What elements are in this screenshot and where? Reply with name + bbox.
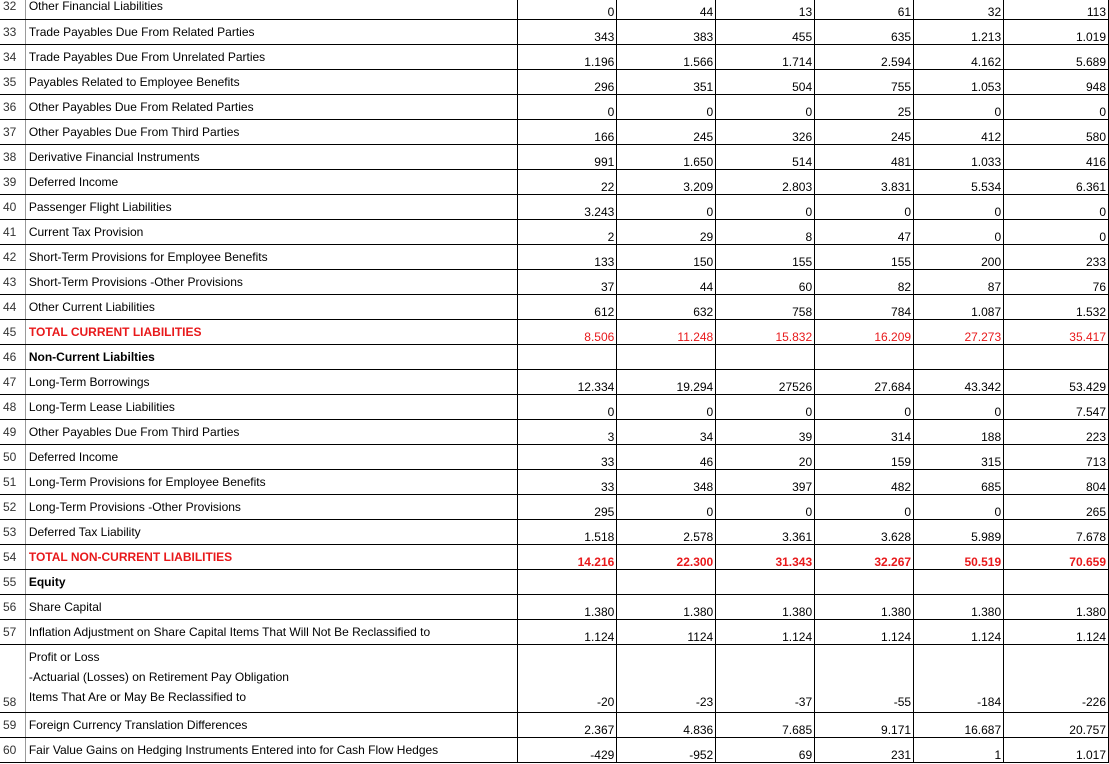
value-cell[interactable]: 33 bbox=[518, 444, 617, 469]
row-label-cell[interactable]: Derivative Financial Instruments bbox=[25, 144, 518, 169]
table-row bbox=[0, 94, 1109, 119]
row-label-cell[interactable]: Non-Current Liabilties bbox=[25, 344, 518, 369]
value-cell[interactable]: 0 bbox=[617, 94, 716, 119]
row-label-cell[interactable]: Deferred Income bbox=[25, 169, 518, 194]
table-row bbox=[0, 44, 1109, 69]
table-row bbox=[0, 469, 1109, 494]
value-cell[interactable]: 0 bbox=[518, 394, 617, 419]
value-cell[interactable]: 37 bbox=[518, 269, 617, 294]
value-cell[interactable]: 3.209 bbox=[617, 169, 716, 194]
value-cell[interactable]: 39 bbox=[716, 419, 815, 444]
value-cell[interactable]: 1.714 bbox=[716, 44, 815, 69]
row-number[interactable]: 35 bbox=[0, 69, 25, 94]
value-cell[interactable] bbox=[716, 569, 815, 594]
value-cell[interactable] bbox=[914, 344, 1004, 369]
value-cell[interactable]: 233 bbox=[1004, 244, 1109, 269]
value-cell[interactable]: 755 bbox=[815, 69, 914, 94]
row-label-cell[interactable]: TOTAL CURRENT LIABILITIES bbox=[25, 319, 518, 344]
row-label-cell[interactable]: Fair Value Gains on Hedging Instruments Entered into for Cash Flow Hedges bbox=[25, 737, 518, 762]
value-cell[interactable]: 1.196 bbox=[518, 44, 617, 69]
value-cell[interactable]: 758 bbox=[716, 294, 815, 319]
row-number[interactable]: 58 bbox=[0, 644, 25, 712]
value-cell[interactable]: 200 bbox=[914, 244, 1004, 269]
value-cell[interactable]: 326 bbox=[716, 119, 815, 144]
value-cell[interactable]: 25 bbox=[815, 94, 914, 119]
value-cell[interactable]: 1 bbox=[914, 737, 1004, 762]
value-cell[interactable]: 0 bbox=[518, 0, 617, 19]
row-label-cell[interactable]: Other Payables Due From Third Parties bbox=[25, 119, 518, 144]
value-cell[interactable]: 296 bbox=[518, 69, 617, 94]
row-label-cell[interactable]: Short-Term Provisions for Employee Benefits bbox=[25, 244, 518, 269]
value-cell[interactable]: 155 bbox=[716, 244, 815, 269]
value-cell[interactable]: 44 bbox=[617, 269, 716, 294]
value-cell[interactable]: 1.124 bbox=[716, 619, 815, 644]
row-label-cell[interactable]: Trade Payables Due From Unrelated Parties bbox=[25, 44, 518, 69]
value-cell[interactable]: 188 bbox=[914, 419, 1004, 444]
table-row bbox=[0, 519, 1109, 544]
value-cell[interactable]: 991 bbox=[518, 144, 617, 169]
value-cell[interactable]: 20 bbox=[716, 444, 815, 469]
value-cell[interactable]: -429 bbox=[518, 737, 617, 762]
row-number[interactable]: 33 bbox=[0, 19, 25, 44]
value-cell[interactable]: 69 bbox=[716, 737, 815, 762]
value-cell[interactable]: 0 bbox=[518, 94, 617, 119]
table-row bbox=[0, 594, 1109, 619]
value-cell[interactable]: 60 bbox=[716, 269, 815, 294]
value-cell[interactable]: 0 bbox=[716, 394, 815, 419]
value-cell[interactable]: 1.380 bbox=[1004, 594, 1109, 619]
value-cell[interactable]: 1124 bbox=[617, 619, 716, 644]
value-cell[interactable]: 44 bbox=[617, 0, 716, 19]
value-cell[interactable]: 514 bbox=[716, 144, 815, 169]
row-label-cell[interactable]: Equity bbox=[25, 569, 518, 594]
row-number[interactable]: 55 bbox=[0, 569, 25, 594]
value-cell[interactable]: 0 bbox=[1004, 94, 1109, 119]
value-cell[interactable]: 481 bbox=[815, 144, 914, 169]
value-cell[interactable]: 2 bbox=[518, 219, 617, 244]
value-cell[interactable]: 1.124 bbox=[815, 619, 914, 644]
row-label-line: -Actuarial (Losses) on Retirement Pay Obligation bbox=[28, 669, 289, 684]
value-cell[interactable]: 0 bbox=[914, 194, 1004, 219]
value-cell[interactable] bbox=[518, 344, 617, 369]
value-cell[interactable]: 416 bbox=[1004, 144, 1109, 169]
value-cell[interactable]: 150 bbox=[617, 244, 716, 269]
value-cell[interactable]: 14.216 bbox=[518, 544, 617, 569]
value-cell[interactable]: 1.087 bbox=[914, 294, 1004, 319]
value-cell[interactable]: 82 bbox=[815, 269, 914, 294]
value-cell[interactable]: 47 bbox=[815, 219, 914, 244]
value-cell[interactable]: 16.687 bbox=[914, 712, 1004, 737]
row-label-cell[interactable]: Deferred Income bbox=[25, 444, 518, 469]
value-cell[interactable]: -23 bbox=[617, 644, 716, 712]
value-cell[interactable]: 1.019 bbox=[1004, 19, 1109, 44]
value-cell[interactable]: 29 bbox=[617, 219, 716, 244]
value-cell[interactable] bbox=[617, 344, 716, 369]
table-row bbox=[0, 19, 1109, 44]
value-cell[interactable]: 16.209 bbox=[815, 319, 914, 344]
value-cell[interactable]: 245 bbox=[815, 119, 914, 144]
row-label-cell[interactable]: Inflation Adjustment on Share Capital Items That Will Not Be Reclassified to bbox=[25, 619, 518, 644]
value-cell[interactable]: 1.650 bbox=[617, 144, 716, 169]
value-cell[interactable]: 0 bbox=[716, 94, 815, 119]
value-cell[interactable]: 0 bbox=[914, 94, 1004, 119]
row-label-cell[interactable]: Deferred Tax Liability bbox=[25, 519, 518, 544]
value-cell[interactable]: 87 bbox=[914, 269, 1004, 294]
row-label-cell[interactable]: Short-Term Provisions -Other Provisions bbox=[25, 269, 518, 294]
value-cell[interactable]: 0 bbox=[617, 394, 716, 419]
value-cell[interactable]: 343 bbox=[518, 19, 617, 44]
value-cell[interactable]: 1.380 bbox=[914, 594, 1004, 619]
value-cell[interactable]: 713 bbox=[1004, 444, 1109, 469]
value-cell[interactable]: 1.017 bbox=[1004, 737, 1109, 762]
table-row bbox=[0, 244, 1109, 269]
row-number[interactable]: 40 bbox=[0, 194, 25, 219]
value-cell[interactable]: 314 bbox=[815, 419, 914, 444]
row-number[interactable]: 49 bbox=[0, 419, 25, 444]
value-cell[interactable]: 3.628 bbox=[815, 519, 914, 544]
row-label-cell[interactable]: Long-Term Provisions -Other Provisions bbox=[25, 494, 518, 519]
row-label-cell[interactable]: Long-Term Borrowings bbox=[25, 369, 518, 394]
value-cell[interactable]: 2.594 bbox=[815, 44, 914, 69]
value-cell[interactable]: 245 bbox=[617, 119, 716, 144]
value-cell[interactable]: 1.124 bbox=[518, 619, 617, 644]
row-number[interactable]: 60 bbox=[0, 737, 25, 762]
row-label-cell[interactable]: Current Tax Provision bbox=[25, 219, 518, 244]
value-cell[interactable]: 223 bbox=[1004, 419, 1109, 444]
table-row bbox=[0, 444, 1109, 469]
row-label-cell[interactable]: Other Payables Due From Related Parties bbox=[25, 94, 518, 119]
value-cell[interactable]: 3.831 bbox=[815, 169, 914, 194]
value-cell[interactable]: 8 bbox=[716, 219, 815, 244]
row-number[interactable]: 59 bbox=[0, 712, 25, 737]
row-label-cell[interactable]: Long-Term Lease Liabilities bbox=[25, 394, 518, 419]
value-cell[interactable]: 76 bbox=[1004, 269, 1109, 294]
value-cell[interactable] bbox=[1004, 569, 1109, 594]
table-row bbox=[0, 269, 1109, 294]
value-cell[interactable]: 0 bbox=[617, 194, 716, 219]
row-number[interactable]: 39 bbox=[0, 169, 25, 194]
row-number[interactable]: 53 bbox=[0, 519, 25, 544]
row-number[interactable]: 32 bbox=[0, 0, 25, 19]
table-row bbox=[0, 144, 1109, 169]
value-cell[interactable]: 0 bbox=[914, 394, 1004, 419]
table-row bbox=[0, 644, 1109, 712]
value-cell[interactable]: 2.367 bbox=[518, 712, 617, 737]
value-cell[interactable]: 34 bbox=[617, 419, 716, 444]
value-cell[interactable]: 133 bbox=[518, 244, 617, 269]
row-label-cell[interactable]: TOTAL NON-CURRENT LIABILITIES bbox=[25, 544, 518, 569]
value-cell[interactable]: 7.678 bbox=[1004, 519, 1109, 544]
value-cell[interactable]: 1.380 bbox=[518, 594, 617, 619]
value-cell[interactable]: 0 bbox=[815, 194, 914, 219]
table-row bbox=[0, 737, 1109, 762]
table-row bbox=[0, 569, 1109, 594]
value-cell[interactable]: 159 bbox=[815, 444, 914, 469]
row-label-cell[interactable]: Trade Payables Due From Related Parties bbox=[25, 19, 518, 44]
value-cell[interactable]: 1.532 bbox=[1004, 294, 1109, 319]
table-row bbox=[0, 194, 1109, 219]
value-cell[interactable]: -55 bbox=[815, 644, 914, 712]
table-row bbox=[0, 544, 1109, 569]
value-cell[interactable]: 685 bbox=[914, 469, 1004, 494]
value-cell[interactable]: 1.033 bbox=[914, 144, 1004, 169]
value-cell[interactable]: 0 bbox=[716, 194, 815, 219]
row-label-cell[interactable] bbox=[25, 644, 518, 712]
row-label-cell[interactable]: Other Payables Due From Third Parties bbox=[25, 419, 518, 444]
row-label-line: Profit or Loss bbox=[28, 649, 100, 664]
table-row bbox=[0, 712, 1109, 737]
value-cell[interactable]: 50.519 bbox=[914, 544, 1004, 569]
value-cell[interactable]: 1.566 bbox=[617, 44, 716, 69]
value-cell[interactable]: 5.689 bbox=[1004, 44, 1109, 69]
value-cell[interactable]: 20.757 bbox=[1004, 712, 1109, 737]
value-cell[interactable]: 22 bbox=[518, 169, 617, 194]
value-cell[interactable]: 43.342 bbox=[914, 369, 1004, 394]
value-cell[interactable] bbox=[518, 569, 617, 594]
value-cell[interactable]: 504 bbox=[716, 69, 815, 94]
value-cell[interactable]: 580 bbox=[1004, 119, 1109, 144]
value-cell[interactable]: 9.171 bbox=[815, 712, 914, 737]
table-row bbox=[0, 369, 1109, 394]
value-cell[interactable] bbox=[617, 569, 716, 594]
value-cell[interactable]: 455 bbox=[716, 19, 815, 44]
row-label-cell[interactable]: Passenger Flight Liabilities bbox=[25, 194, 518, 219]
value-cell[interactable]: 12.334 bbox=[518, 369, 617, 394]
table-row bbox=[0, 619, 1109, 644]
row-number[interactable]: 50 bbox=[0, 444, 25, 469]
row-number[interactable]: 54 bbox=[0, 544, 25, 569]
value-cell[interactable]: 1.518 bbox=[518, 519, 617, 544]
row-number[interactable]: 34 bbox=[0, 44, 25, 69]
row-label-cell[interactable]: Other Current Liabilities bbox=[25, 294, 518, 319]
value-cell[interactable]: 0 bbox=[617, 494, 716, 519]
row-number[interactable]: 41 bbox=[0, 219, 25, 244]
row-number[interactable]: 42 bbox=[0, 244, 25, 269]
table-row bbox=[0, 344, 1109, 369]
value-cell[interactable] bbox=[1004, 344, 1109, 369]
value-cell[interactable]: 70.659 bbox=[1004, 544, 1109, 569]
value-cell[interactable]: 265 bbox=[1004, 494, 1109, 519]
row-number[interactable]: 47 bbox=[0, 369, 25, 394]
value-cell[interactable]: 0 bbox=[815, 394, 914, 419]
table-row bbox=[0, 294, 1109, 319]
value-cell[interactable]: 22.300 bbox=[617, 544, 716, 569]
value-cell[interactable]: -20 bbox=[518, 644, 617, 712]
table-row bbox=[0, 319, 1109, 344]
value-cell[interactable]: 2.578 bbox=[617, 519, 716, 544]
value-cell[interactable] bbox=[716, 344, 815, 369]
table-row bbox=[0, 394, 1109, 419]
value-cell[interactable]: 784 bbox=[815, 294, 914, 319]
value-cell[interactable]: 0 bbox=[1004, 194, 1109, 219]
row-number[interactable]: 56 bbox=[0, 594, 25, 619]
value-cell[interactable]: 33 bbox=[518, 469, 617, 494]
value-cell[interactable]: 0 bbox=[716, 494, 815, 519]
value-cell[interactable]: 804 bbox=[1004, 469, 1109, 494]
value-cell[interactable]: 31.343 bbox=[716, 544, 815, 569]
row-number[interactable]: 45 bbox=[0, 319, 25, 344]
value-cell[interactable]: 4.162 bbox=[914, 44, 1004, 69]
value-cell[interactable]: 11.248 bbox=[617, 319, 716, 344]
value-cell[interactable]: 2.803 bbox=[716, 169, 815, 194]
row-number[interactable]: 51 bbox=[0, 469, 25, 494]
row-label-cell[interactable]: Payables Related to Employee Benefits bbox=[25, 69, 518, 94]
value-cell[interactable]: 3.243 bbox=[518, 194, 617, 219]
value-cell[interactable]: 1.124 bbox=[914, 619, 1004, 644]
value-cell[interactable]: 1.124 bbox=[1004, 619, 1109, 644]
value-cell[interactable]: 351 bbox=[617, 69, 716, 94]
row-number[interactable]: 46 bbox=[0, 344, 25, 369]
table-row bbox=[0, 219, 1109, 244]
value-cell[interactable]: 61 bbox=[815, 0, 914, 19]
value-cell[interactable]: 27.684 bbox=[815, 369, 914, 394]
value-cell[interactable]: 1.380 bbox=[617, 594, 716, 619]
table-row bbox=[0, 69, 1109, 94]
value-cell[interactable]: 32 bbox=[914, 0, 1004, 19]
value-cell[interactable]: 397 bbox=[716, 469, 815, 494]
value-cell[interactable]: 348 bbox=[617, 469, 716, 494]
value-cell[interactable]: 0 bbox=[914, 494, 1004, 519]
value-cell[interactable] bbox=[815, 569, 914, 594]
row-number[interactable]: 37 bbox=[0, 119, 25, 144]
table-row bbox=[0, 169, 1109, 194]
row-label-line: Items That Are or May Be Reclassified to bbox=[28, 689, 247, 704]
value-cell[interactable]: 27526 bbox=[716, 369, 815, 394]
value-cell[interactable]: 1.380 bbox=[815, 594, 914, 619]
value-cell[interactable]: -952 bbox=[617, 737, 716, 762]
value-cell[interactable]: 46 bbox=[617, 444, 716, 469]
row-number[interactable]: 43 bbox=[0, 269, 25, 294]
value-cell[interactable]: 6.361 bbox=[1004, 169, 1109, 194]
value-cell[interactable]: 383 bbox=[617, 19, 716, 44]
value-cell[interactable]: 0 bbox=[1004, 219, 1109, 244]
value-cell[interactable] bbox=[815, 344, 914, 369]
value-cell[interactable]: 7.685 bbox=[716, 712, 815, 737]
value-cell[interactable]: 632 bbox=[617, 294, 716, 319]
value-cell[interactable]: 155 bbox=[815, 244, 914, 269]
value-cell[interactable]: 166 bbox=[518, 119, 617, 144]
value-cell[interactable]: 0 bbox=[815, 494, 914, 519]
value-cell[interactable]: 482 bbox=[815, 469, 914, 494]
value-cell[interactable]: 948 bbox=[1004, 69, 1109, 94]
value-cell[interactable]: 113 bbox=[1004, 0, 1109, 19]
row-number[interactable]: 38 bbox=[0, 144, 25, 169]
value-cell[interactable]: -226 bbox=[1004, 644, 1109, 712]
value-cell[interactable]: 231 bbox=[815, 737, 914, 762]
value-cell[interactable]: 295 bbox=[518, 494, 617, 519]
value-cell[interactable]: 15.832 bbox=[716, 319, 815, 344]
value-cell[interactable]: 53.429 bbox=[1004, 369, 1109, 394]
table-row bbox=[0, 0, 1109, 19]
row-number[interactable]: 52 bbox=[0, 494, 25, 519]
value-cell[interactable]: 13 bbox=[716, 0, 815, 19]
value-cell[interactable]: 612 bbox=[518, 294, 617, 319]
row-number[interactable]: 57 bbox=[0, 619, 25, 644]
table-row bbox=[0, 494, 1109, 519]
value-cell[interactable]: 0 bbox=[914, 219, 1004, 244]
row-label-cell[interactable]: Foreign Currency Translation Differences bbox=[25, 712, 518, 737]
value-cell[interactable]: 4.836 bbox=[617, 712, 716, 737]
row-label-cell[interactable]: Other Financial Liabilities bbox=[25, 0, 518, 19]
value-cell[interactable]: 32.267 bbox=[815, 544, 914, 569]
value-cell[interactable]: 3 bbox=[518, 419, 617, 444]
value-cell[interactable]: 1.053 bbox=[914, 69, 1004, 94]
value-cell[interactable]: 5.534 bbox=[914, 169, 1004, 194]
value-cell[interactable]: 8.506 bbox=[518, 319, 617, 344]
value-cell[interactable]: 3.361 bbox=[716, 519, 815, 544]
value-cell[interactable]: 412 bbox=[914, 119, 1004, 144]
value-cell[interactable] bbox=[914, 569, 1004, 594]
row-number[interactable]: 48 bbox=[0, 394, 25, 419]
value-cell[interactable]: 1.213 bbox=[914, 19, 1004, 44]
value-cell[interactable]: 7.547 bbox=[1004, 394, 1109, 419]
table-row bbox=[0, 419, 1109, 444]
value-cell[interactable]: 27.273 bbox=[914, 319, 1004, 344]
value-cell[interactable]: 1.380 bbox=[716, 594, 815, 619]
row-number[interactable]: 36 bbox=[0, 94, 25, 119]
value-cell[interactable]: 5.989 bbox=[914, 519, 1004, 544]
row-number[interactable]: 44 bbox=[0, 294, 25, 319]
value-cell[interactable]: 635 bbox=[815, 19, 914, 44]
value-cell[interactable]: -37 bbox=[716, 644, 815, 712]
value-cell[interactable]: 19.294 bbox=[617, 369, 716, 394]
value-cell[interactable]: -184 bbox=[914, 644, 1004, 712]
row-label-cell[interactable]: Long-Term Provisions for Employee Benefits bbox=[25, 469, 518, 494]
value-cell[interactable]: 315 bbox=[914, 444, 1004, 469]
row-label-cell[interactable]: Share Capital bbox=[25, 594, 518, 619]
table-row bbox=[0, 119, 1109, 144]
value-cell[interactable]: 35.417 bbox=[1004, 319, 1109, 344]
